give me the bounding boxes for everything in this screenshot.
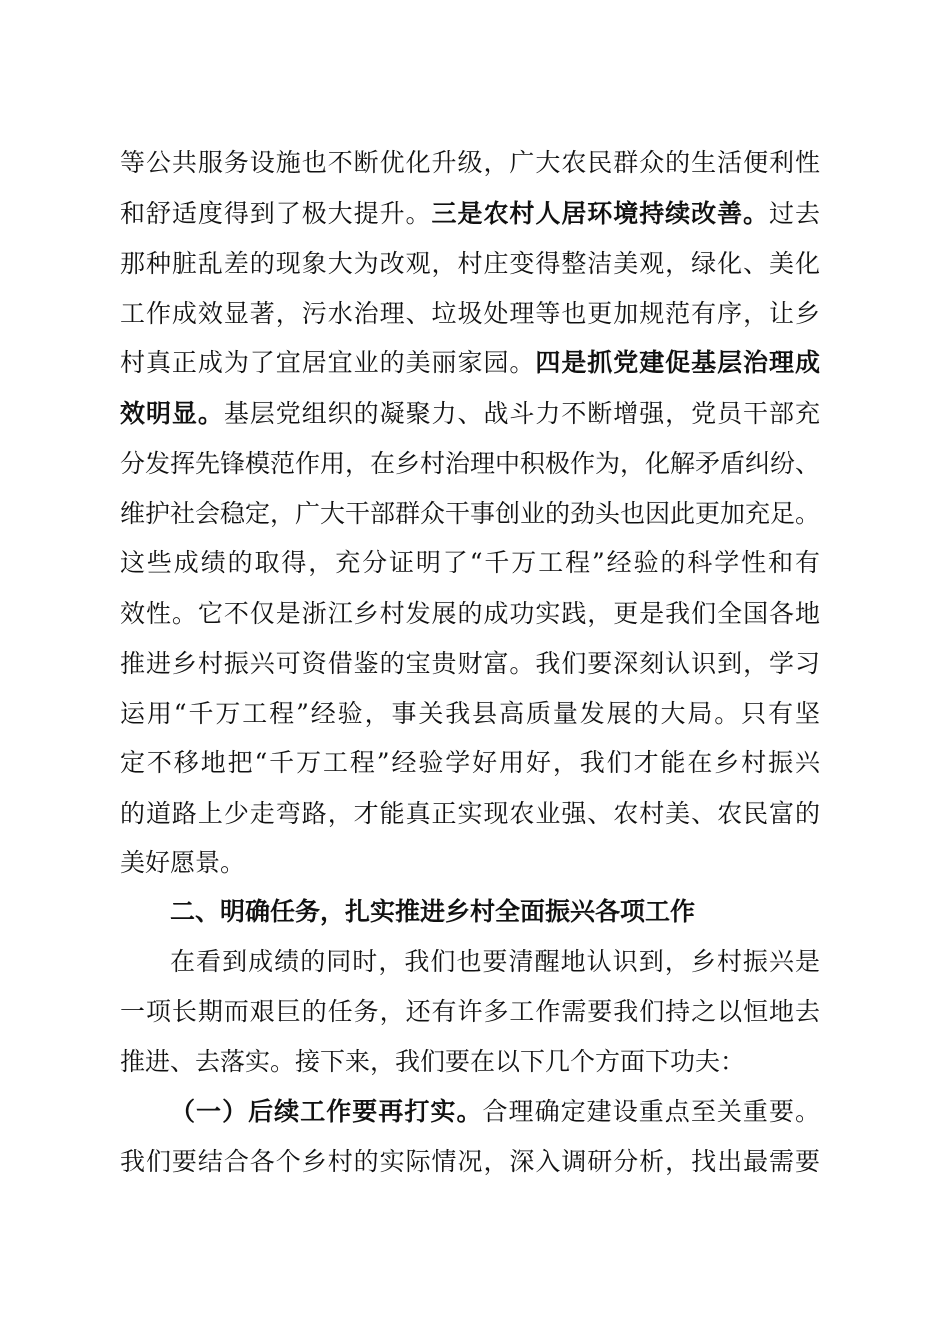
text-segment: 定不移地把“千万工程”经验学好用好，我们才能在乡村振兴 — [120, 748, 820, 777]
text-line — [120, 343, 820, 383]
bold-text-segment: 效明显。 — [120, 399, 224, 428]
text-segment: 基层党组织的凝聚力、战斗力不断增强，党员干部充 — [223, 399, 820, 428]
text-segment: 过去 — [769, 199, 820, 228]
text-segment: 工作成效显著，污水治理、垃圾处理等也更加规范有序，让乡 — [120, 299, 820, 328]
text-segment: 一项长期而艰巨的任务，还有许多工作需要我们持之以恒地去 — [120, 997, 820, 1026]
text-segment: 推进乡村振兴可资借鉴的宝贵财富。我们要深刻认识到，学习 — [120, 649, 820, 678]
text-line — [120, 143, 820, 183]
text-line — [120, 244, 820, 284]
section-heading — [170, 892, 820, 932]
bold-text-segment: 三是农村人居环境持续改善。 — [431, 199, 770, 228]
text-segment: 的道路上少走弯路，才能真正实现农业强、农村美、农民富的 — [120, 799, 820, 828]
text-line — [120, 1042, 820, 1082]
text-segment: 和舒适度得到了极大提升。 — [120, 199, 432, 228]
text-segment: 运用“千万工程”经验，事关我县高质量发展的大局。只有坚 — [120, 699, 820, 728]
text-segment: 在看到成绩的同时，我们也要清醒地认识到，乡村振兴是 — [170, 947, 820, 976]
text-segment: 维护社会稳定，广大干部群众干事创业的劲头也因此更加充足。 — [120, 499, 821, 528]
bold-text-segment: （一）后续工作要再打实。 — [170, 1097, 483, 1126]
text-line — [120, 543, 820, 583]
text-segment: 我们要结合各个乡村的实际情况，深入调研分析，找出最需要 — [120, 1147, 820, 1176]
text-segment: 合理确定建设重点至关重要。 — [482, 1097, 820, 1126]
text-line — [120, 444, 820, 484]
text-line — [120, 992, 820, 1032]
text-line — [120, 843, 820, 883]
text-segment: 那种脏乱差的现象大为改观，村庄变得整洁美观，绿化、美化 — [120, 249, 820, 278]
text-line — [120, 743, 820, 783]
text-segment: 美好愿景。 — [120, 848, 246, 877]
text-segment: 效性。它不仅是浙江乡村发展的成功实践，更是我们全国各地 — [120, 599, 820, 628]
text-line — [170, 1092, 820, 1132]
text-segment: 这些成绩的取得，充分证明了“千万工程”经验的科学性和有 — [120, 548, 820, 577]
text-segment: 分发挥先锋模范作用，在乡村治理中积极作为，化解矛盾纠纷、 — [120, 449, 821, 478]
heading-text: 二、明确任务，扎实推进乡村全面振兴各项工作 — [170, 897, 696, 926]
text-line — [120, 494, 820, 534]
text-line — [120, 294, 820, 334]
text-segment: 推进、去落实。接下来，我们要在以下几个方面下功夫： — [120, 1047, 746, 1076]
text-line — [170, 942, 820, 982]
text-line — [120, 1142, 820, 1182]
text-line — [120, 194, 820, 234]
bold-text-segment: 四是抓党建促基层治理成 — [535, 348, 820, 377]
text-line — [120, 694, 820, 734]
text-segment: 等公共服务设施也不断优化升级，广大农民群众的生活便利性 — [120, 148, 820, 177]
text-line — [120, 794, 820, 834]
text-line — [120, 644, 820, 684]
text-line — [120, 594, 820, 634]
text-segment: 村真正成为了宜居宜业的美丽家园。 — [120, 348, 536, 377]
text-line — [120, 394, 820, 434]
